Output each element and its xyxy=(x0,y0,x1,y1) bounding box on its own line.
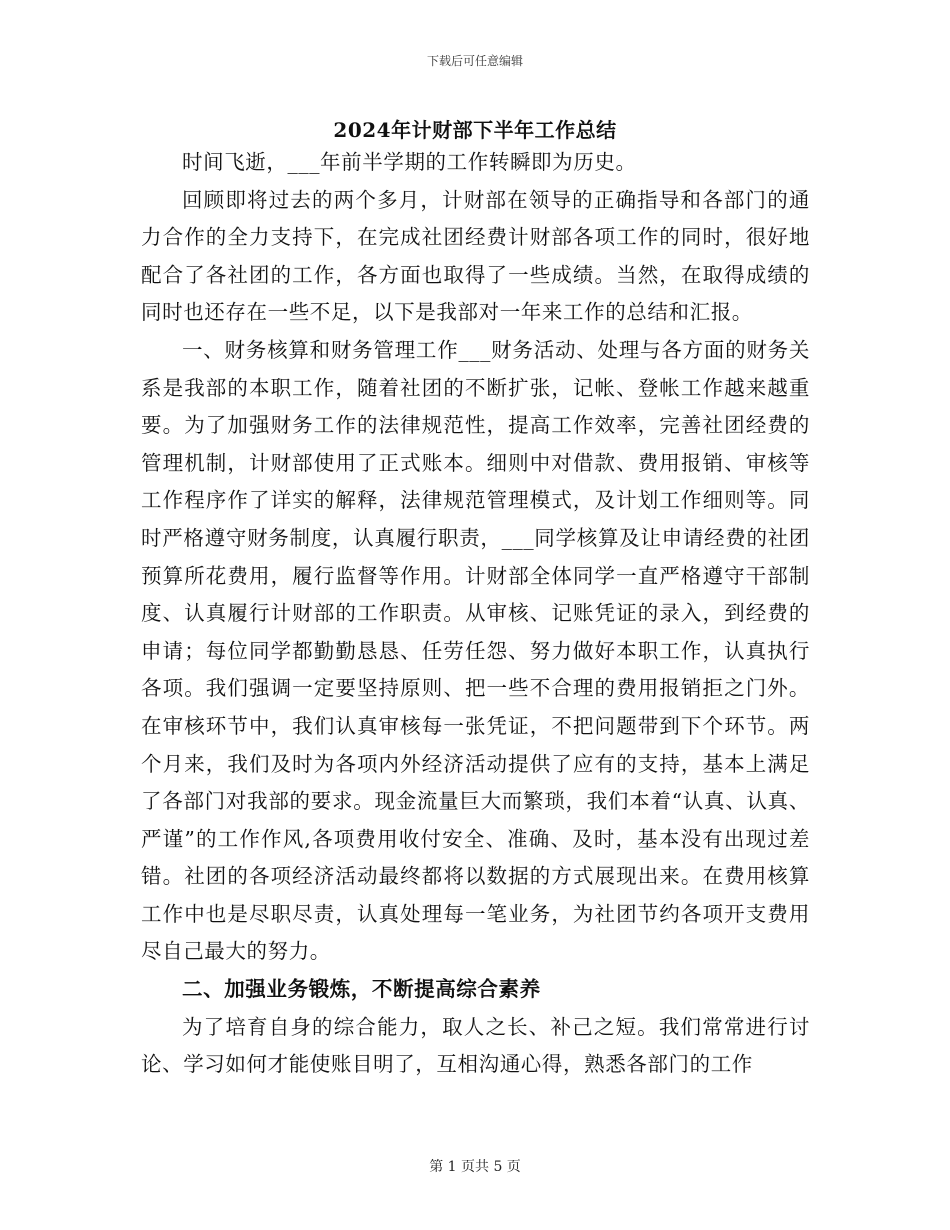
paragraph-section-two: 为了培育自身的综合能力，取人之长、补己之短。我们常常进行讨论、学习如何才能使账目明了，互相沟通心得，熟悉各部门的工作 xyxy=(141,1014,810,1077)
paragraph-section-one: 一、财务核算和财务管理工作___财务活动、处理与各方面的财务关系是我部的本职工作，随着社团的不断扩张，记帐、登帐工作越来越重要。为了加强财务工作的法律规范性，提高工作效率，完善社团经费的管理机制，计财部使用了正式账本。细则中对借款、费用报销、审核等工作程序作了详实的解释，法律规范管理模式，及计划工作细则等。同时严格遵守财务制度，认真履行职责，___同学核算及让申请经费的社团预算所花费用，履行监督等作用。计财部全体同学一直严格遵守干部制度、认真履行计财部的工作职责。从审核、记账凭证的录入，到经费的申请；每位同学都勤勤恳恳、任劳任怨、努力做好本职工作，认真执行各项。我们强调一定要坚持原则、把一些不合理的费用报销拒之门外。在审核环节中，我们认真审核每一张凭证，不把问题带到下个环节。两个月来，我们及时为各项内外经济活动提供了应有的支持，基本上满足了各部门对我部的要求。现金流量巨大而繁琐，我们本着“认真、认真、严谨”的工作作风,各项费用收付安全、准确、及时，基本没有出现过差错。社团的各项经济活动最终都将以数据的方式展现出来。在费用核算工作中也是尽职尽责，认真处理每一笔业务，为社团节约各项开支费用尽自己最大的努力。 xyxy=(141,337,810,964)
section-two-heading: 二、加强业务锻炼，不断提高综合素养 xyxy=(182,977,541,1002)
paragraph-intro: 时间飞逝，___年前半学期的工作转瞬即为历史。 xyxy=(182,150,637,174)
document-title: 2024年计财部下半年工作总结 xyxy=(333,118,617,142)
download-note: 下载后可任意编辑 xyxy=(426,54,523,68)
document-body xyxy=(141,144,810,1084)
paragraph-review: 回顾即将过去的两个多月，计财部在领导的正确指导和各部门的通力合作的全力支持下，在完成社团经费计财部各项工作的同时，很好地配合了各社团的工作，各方面也取得了一些成绩。当然，在取得成绩的同时也还存在一些不足，以下是我部对一年来工作的总结和汇报。 xyxy=(141,187,810,325)
page-number: 第 1 页共 5 页 xyxy=(429,1159,521,1175)
